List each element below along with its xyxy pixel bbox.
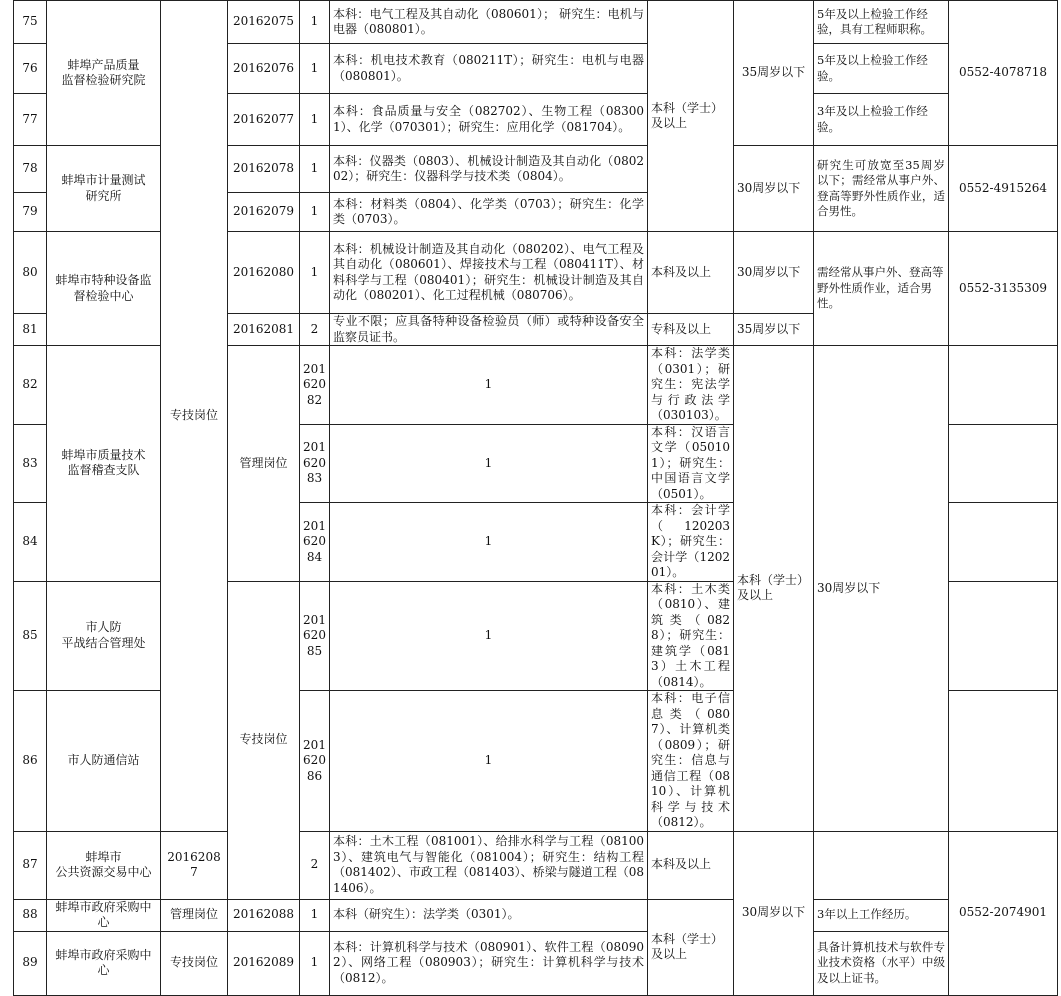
recruitment-table-sheet xyxy=(13,0,1057,996)
phone-cell: 0552-4078718 xyxy=(949,1,1058,146)
major-cell: 本科：电子信息类（0807）、计算机类（0809）；研究生：信息与通信工程（0810）、计算机科学与技术（0812）。 xyxy=(648,691,734,832)
post-code-cell: 20162075 xyxy=(228,1,300,44)
unit-text: 蚌埠市政府采购中 心 xyxy=(55,947,152,977)
education-cell xyxy=(648,1,734,232)
post-code-cell: 20162080 xyxy=(228,232,300,314)
major-cell: 本科：土木工程（081001）、给排水科学与工程（081003）、建筑电气与智能化（081004）；研究生：结构工程（081402）、市政工程（081403）、桥梁与隧道工程（081406）。 xyxy=(330,831,648,899)
age-cell: 30周岁以下 xyxy=(734,232,814,314)
seq-cell: 88 xyxy=(14,899,47,931)
major-cell: 本科：食品质量与安全（082702）、生物工程（083001）、化学（070301）；研究生：应用化学（081704）。 xyxy=(330,94,648,146)
major-cell: 本科：土木类（0810）、建筑类（0828）；研究生：建筑学（0813）土木工程（0814）。 xyxy=(648,581,734,691)
education-text: 本科（学士） 及以上 xyxy=(651,100,724,130)
unit-text: 蚌埠市计量测试 研究所 xyxy=(61,173,146,203)
education-text: 本科（学士） 及以上 xyxy=(651,931,724,961)
other-condition-cell xyxy=(949,346,1058,425)
headcount-cell: 1 xyxy=(300,44,330,94)
other-condition-cell: 3年及以上检验工作经验。 xyxy=(814,94,949,146)
education-text: 本科（学士） 及以上 xyxy=(737,572,810,603)
age-cell: 30周岁以下 xyxy=(734,146,814,232)
seq-cell: 80 xyxy=(14,232,47,314)
phone-cell: 0552-4915264 xyxy=(949,146,1058,232)
seq-cell: 87 xyxy=(14,831,47,899)
education-cell: 本科及以上 xyxy=(648,831,734,899)
major-cell: 本科：汉语言文学（050101）；研究生：中国语言文学（0501）。 xyxy=(648,424,734,503)
major-cell: 本科（研究生）：法学类（0301）。 xyxy=(330,899,648,931)
major-cell: 专业不限；应具备特种设备检验员（师）或特种设备安全监察员证书。 xyxy=(330,314,648,346)
post-code-cell: 20162084 xyxy=(300,503,330,582)
major-cell: 本科：材料类（0804）、化学类（0703）；研究生：化学类（0703）。 xyxy=(330,193,648,232)
other-condition-cell xyxy=(949,503,1058,582)
post-code-cell: 20162086 xyxy=(300,691,330,832)
post-code-cell: 20162085 xyxy=(300,581,330,691)
other-condition-cell xyxy=(949,581,1058,691)
table-row xyxy=(14,831,1058,899)
headcount-cell: 2 xyxy=(300,831,330,899)
seq-cell: 81 xyxy=(14,314,47,346)
major-cell: 本科：仪器类（0803）、机械设计制造及其自动化（080202）；研究生：仪器科学与技术类（0804）。 xyxy=(330,146,648,193)
post-code-cell: 20162081 xyxy=(228,314,300,346)
post-code-cell: 20162088 xyxy=(228,899,300,931)
other-condition-cell: 3年以上工作经历。 xyxy=(814,899,949,931)
seq-cell: 78 xyxy=(14,146,47,193)
education-cell xyxy=(648,899,734,995)
post-code-cell: 20162078 xyxy=(228,146,300,193)
headcount-cell: 2 xyxy=(300,314,330,346)
seq-cell: 89 xyxy=(14,931,47,995)
other-condition-cell xyxy=(814,831,949,899)
age-cell: 30周岁以下 xyxy=(734,831,814,995)
unit-cell xyxy=(47,899,161,931)
unit-cell: 市人防通信站 xyxy=(47,691,161,832)
seq-cell: 84 xyxy=(14,503,47,582)
post-code-cell: 20162089 xyxy=(228,931,300,995)
major-cell: 本科：会计学（120203K）；研究生：会计学（120201）。 xyxy=(648,503,734,582)
unit-cell xyxy=(47,1,161,146)
table-row xyxy=(14,899,1058,931)
headcount-cell: 1 xyxy=(330,424,648,503)
unit-cell xyxy=(47,931,161,995)
unit-cell xyxy=(47,146,161,232)
age-cell: 30周岁以下 xyxy=(814,346,949,832)
other-condition-cell: 5年及以上检验工作经验。 xyxy=(814,44,949,94)
seq-cell: 75 xyxy=(14,1,47,44)
seq-cell: 79 xyxy=(14,193,47,232)
education-cell xyxy=(734,346,814,832)
seq-cell: 83 xyxy=(14,424,47,503)
headcount-cell: 1 xyxy=(300,1,330,44)
post-type-cell: 专技岗位 xyxy=(161,1,228,832)
table-row xyxy=(14,1,1058,44)
headcount-cell: 1 xyxy=(300,94,330,146)
post-code-cell: 20162079 xyxy=(228,193,300,232)
major-cell: 本科：机电技术教育（080211T）；研究生：电机与电器（080801）。 xyxy=(330,44,648,94)
other-condition-cell: 具备计算机技术与软件专业技术资格（水平）中级及以上证书。 xyxy=(814,931,949,995)
unit-text: 蚌埠市特种设备监 督检验中心 xyxy=(55,273,152,303)
major-cell: 本科：计算机科学与技术（080901）、软件工程（080902）、网络工程（080903）；研究生：计算机科学与技术（0812）。 xyxy=(330,931,648,995)
phone-cell: 0552-3135309 xyxy=(949,232,1058,346)
major-cell: 本科：电气工程及其自动化（080601）； 研究生：电机与电器（080801）。 xyxy=(330,1,648,44)
unit-text: 蚌埠产品质量 监督检验研究院 xyxy=(61,57,146,87)
headcount-cell: 1 xyxy=(330,581,648,691)
other-condition-cell xyxy=(949,691,1058,832)
post-code-cell: 20162087 xyxy=(161,831,228,899)
phone-cell: 0552-2074901 xyxy=(949,831,1058,995)
unit-text: 蚌埠市质量技术 监督稽查支队 xyxy=(61,447,146,478)
seq-cell: 76 xyxy=(14,44,47,94)
unit-cell xyxy=(47,232,161,346)
post-type-cell: 专技岗位 xyxy=(161,931,228,995)
other-condition-cell: 5年及以上检验工作经验，具有工程师职称。 xyxy=(814,1,949,44)
post-type-cell: 管理岗位 xyxy=(161,899,228,931)
headcount-cell: 1 xyxy=(300,232,330,314)
post-code-cell: 20162076 xyxy=(228,44,300,94)
education-cell: 本科及以上 xyxy=(648,232,734,314)
other-condition-cell: 需经常从事户外、登高等野外性质作业，适合男性。 xyxy=(814,232,949,346)
seq-cell: 82 xyxy=(14,346,47,425)
post-type-cell: 专技岗位 xyxy=(228,581,300,899)
seq-cell: 85 xyxy=(14,581,47,691)
recruitment-table xyxy=(13,0,1058,996)
other-condition-cell: 研究生可放宽至35周岁以下；需经常从事户外、登高等野外性质作业，适合男性。 xyxy=(814,146,949,232)
unit-text: 蚌埠市政府采购中 心 xyxy=(55,899,152,929)
unit-text: 市人防 平战结合管理处 xyxy=(61,620,146,650)
education-cell: 专科及以上 xyxy=(648,314,734,346)
headcount-cell: 1 xyxy=(300,193,330,232)
headcount-cell: 1 xyxy=(330,346,648,425)
age-cell: 35周岁以下 xyxy=(734,314,814,346)
major-cell: 本科：法学类（0301）；研究生：宪法学与行政法学（030103）。 xyxy=(648,346,734,425)
headcount-cell: 1 xyxy=(300,931,330,995)
headcount-cell: 1 xyxy=(330,503,648,582)
post-code-cell: 20162083 xyxy=(300,424,330,503)
headcount-cell: 1 xyxy=(330,691,648,832)
headcount-cell: 1 xyxy=(300,899,330,931)
unit-text: 蚌埠市 公共资源交易中心 xyxy=(55,849,152,879)
headcount-cell: 1 xyxy=(300,146,330,193)
seq-cell: 77 xyxy=(14,94,47,146)
unit-cell xyxy=(47,581,161,691)
post-type-cell: 管理岗位 xyxy=(228,346,300,582)
other-condition-cell xyxy=(949,424,1058,503)
age-cell: 35周岁以下 xyxy=(734,1,814,146)
table-row xyxy=(14,931,1058,995)
seq-cell: 86 xyxy=(14,691,47,832)
major-cell: 本科：机械设计制造及其自动化（080202）、电气工程及其自动化（080601）、焊接技术与工程（080411T）、材料科学与工程（080401）；研究生：机械设计制造及其自动化（080201）、化工过程机械（080706）。 xyxy=(330,232,648,314)
post-code-cell: 20162082 xyxy=(300,346,330,425)
unit-cell xyxy=(47,346,161,582)
post-code-cell: 20162077 xyxy=(228,94,300,146)
unit-cell xyxy=(47,831,161,899)
